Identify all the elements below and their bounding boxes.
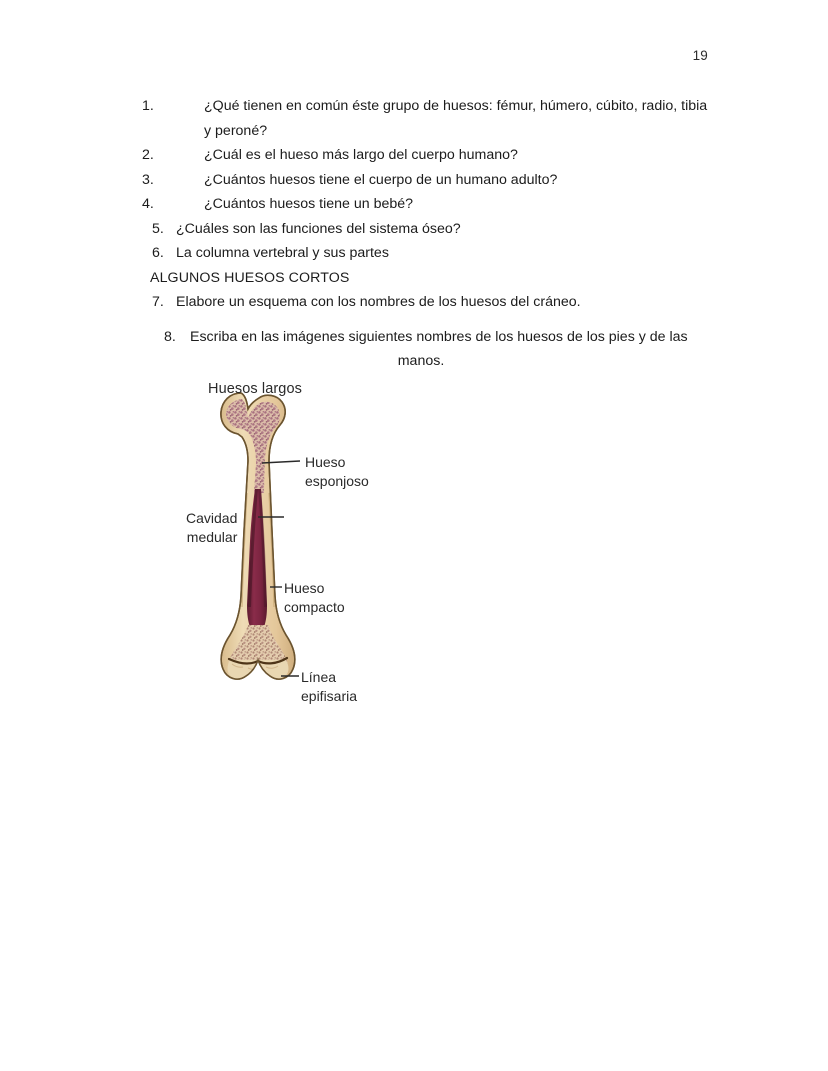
label-medullary-cavity-line2: medular	[186, 528, 238, 545]
section-heading: ALGUNOS HUESOS CORTOS	[150, 269, 350, 286]
question-item-5	[142, 217, 710, 242]
question-item-4	[142, 192, 710, 217]
question-item-2	[142, 143, 710, 168]
question-text: ¿Cuántos huesos tiene el cuerpo de un humano adulto?	[204, 171, 558, 188]
question-item-7	[142, 290, 710, 315]
page-number: 19	[692, 48, 708, 63]
question-item-3	[142, 168, 710, 193]
femur-diagram	[186, 381, 416, 711]
question-item-1	[142, 94, 710, 143]
question-item-8	[142, 325, 710, 373]
question-number: 3.	[142, 171, 154, 188]
label-epiphyseal-line-line1: Línea	[301, 669, 337, 685]
question-text: Escriba en las imágenes siguientes nombres de los huesos de los pies y de las	[190, 329, 688, 345]
label-spongy-bone	[305, 453, 369, 490]
label-spongy-bone-line2: esponjoso	[305, 472, 369, 489]
question-text-continued: manos.	[397, 353, 445, 369]
label-compact-bone-line2: compacto	[284, 598, 345, 615]
question-text: Elabore un esquema con los nombres de los huesos del cráneo.	[176, 294, 581, 310]
label-spongy-bone-line1: Hueso	[305, 454, 346, 470]
label-compact-bone	[284, 579, 345, 616]
question-list	[142, 94, 710, 315]
question-number: 4.	[142, 196, 154, 212]
figure-title: Huesos largos	[208, 381, 302, 397]
question-text: La columna vertebral y sus partes	[176, 245, 389, 261]
label-compact-bone-line1: Hueso	[284, 580, 325, 596]
question-text: ¿Qué tienen en común éste grupo de huesos: fémur, húmero, cúbito, radio, tibia y peroné?	[204, 98, 708, 139]
long-bone-figure	[186, 381, 416, 711]
question-number: 8.	[164, 329, 176, 345]
label-epiphyseal-line	[301, 668, 357, 705]
label-epiphyseal-line-line2: epifisaria	[301, 687, 358, 704]
question-number: 1.	[142, 98, 154, 114]
question-text: ¿Cuál es el hueso más largo del cuerpo humano?	[204, 147, 518, 163]
question-text: ¿Cuáles son las funciones del sistema óseo?	[176, 220, 461, 237]
label-medullary-cavity-line1: Cavidad	[186, 510, 238, 526]
label-medullary-cavity	[186, 509, 237, 546]
question-number: 5.	[152, 220, 164, 237]
question-number: 6.	[152, 245, 164, 261]
question-item-6	[142, 241, 710, 266]
question-number: 2.	[142, 147, 154, 163]
question-text: ¿Cuántos huesos tiene un bebé?	[204, 196, 414, 212]
question-number: 7.	[152, 294, 164, 310]
